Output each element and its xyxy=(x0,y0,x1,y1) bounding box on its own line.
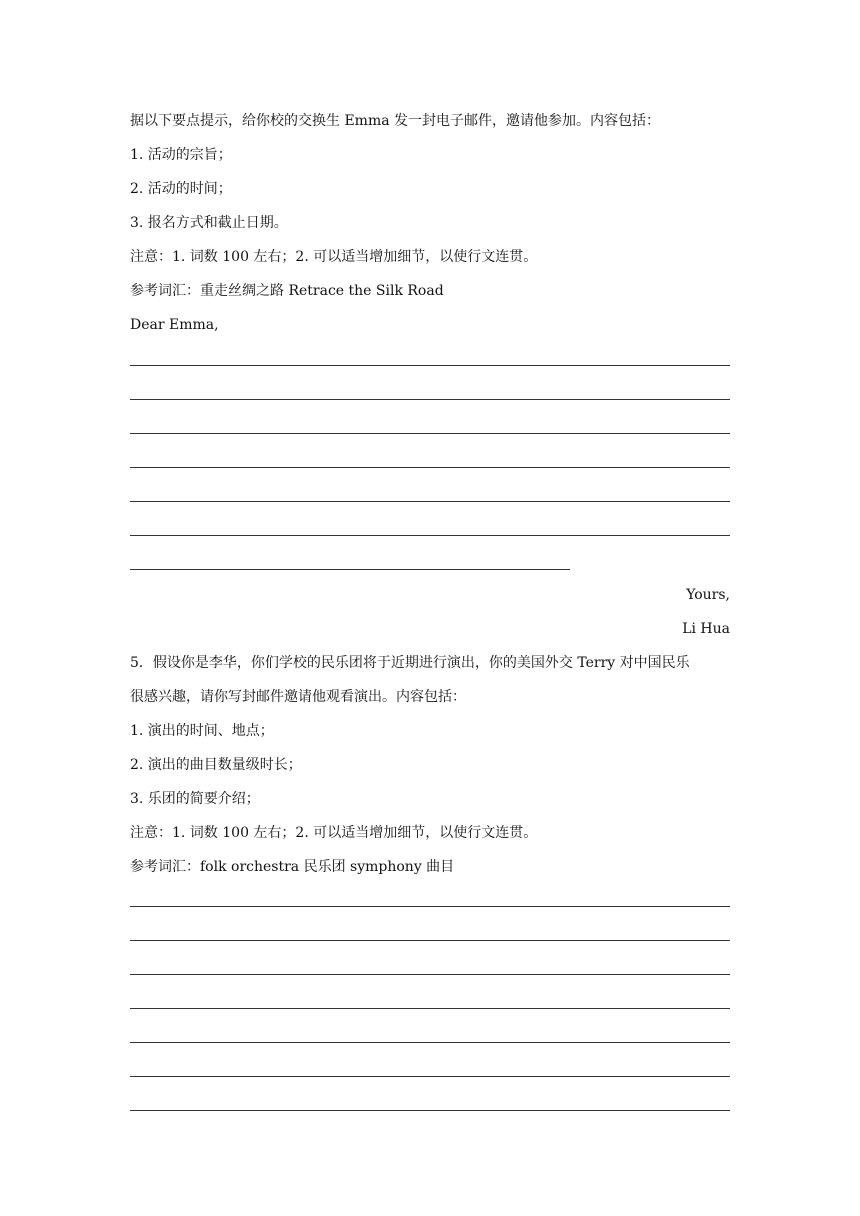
answer-line[interactable] xyxy=(130,1076,730,1077)
task4-vocab: 参考词汇：重走丝绸之路 Retrace the Silk Road xyxy=(130,283,444,299)
task4-note: 注意：1. 词数 100 左右；2. 可以适当增加细节，以使行文连贯。 xyxy=(130,249,538,265)
answer-line[interactable] xyxy=(130,399,730,400)
task4-intro: 据以下要点提示，给你校的交换生 Emma 发一封电子邮件，邀请他参加。内容包括： xyxy=(130,113,661,129)
answer-line[interactable] xyxy=(130,433,730,434)
task4-signature: Li Hua xyxy=(682,621,730,637)
task4-point-3: 3. 报名方式和截止日期。 xyxy=(130,215,288,231)
task4-salutation: Dear Emma, xyxy=(130,317,219,333)
task5-vocab: 参考词汇：folk orchestra 民乐团 symphony 曲目 xyxy=(130,859,455,875)
answer-line[interactable] xyxy=(130,974,730,975)
task5-point-1: 1. 演出的时间、地点； xyxy=(130,723,274,739)
answer-line[interactable] xyxy=(130,1042,730,1043)
task4-point-1: 1. 活动的宗旨； xyxy=(130,147,232,163)
task5-point-3: 3. 乐团的简要介绍； xyxy=(130,791,260,807)
answer-line[interactable] xyxy=(130,940,730,941)
task5-note: 注意：1. 词数 100 左右；2. 可以适当增加细节，以使行文连贯。 xyxy=(130,825,538,841)
answer-line[interactable] xyxy=(130,906,730,907)
answer-line[interactable] xyxy=(130,365,730,366)
answer-line[interactable] xyxy=(130,535,730,536)
answer-line[interactable] xyxy=(130,467,730,468)
answer-line-short[interactable] xyxy=(130,569,570,570)
task5-point-2: 2. 演出的曲目数量级时长； xyxy=(130,757,302,773)
task5-prompt-line2: 很感兴趣，请你写封邮件邀请他观看演出。内容包括： xyxy=(130,689,466,705)
task4-point-2: 2. 活动的时间； xyxy=(130,181,232,197)
task4-closing: Yours, xyxy=(686,587,730,603)
task5-prompt-line1: 5．假设你是李华，你们学校的民乐团将于近期进行演出，你的美国外交 Terry 对中国民乐 xyxy=(130,655,690,671)
answer-line[interactable] xyxy=(130,1110,730,1111)
answer-line[interactable] xyxy=(130,1008,730,1009)
answer-line[interactable] xyxy=(130,501,730,502)
